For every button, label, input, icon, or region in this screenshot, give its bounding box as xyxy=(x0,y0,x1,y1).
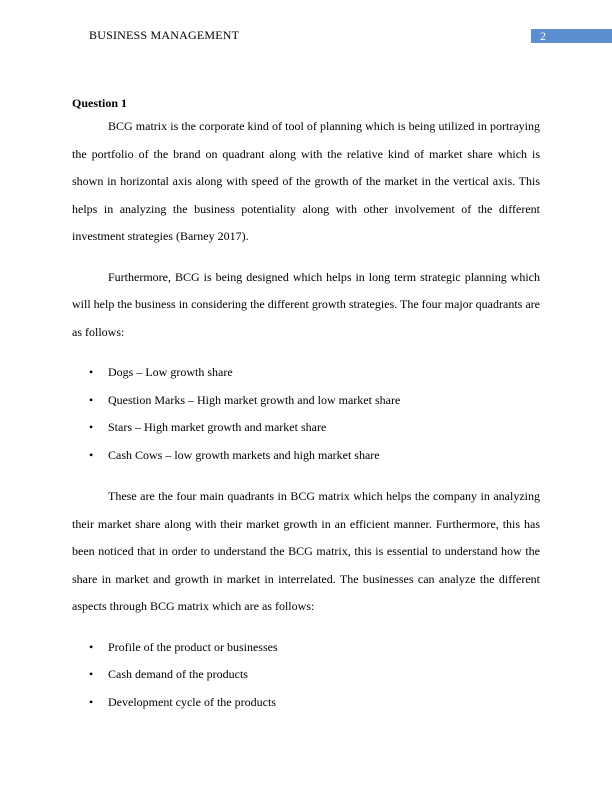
paragraph-bcg-definition: BCG matrix is the corporate kind of tool of planning which is being utilized in portraying the portfolio of the brand on quadrant along with the relative kind of market share which is shown in horizontal axis along with speed of the growth of the market in the vertical axis. This helps in analyzing the business potentiality along with other involvement of the different investment strategies (Barney 2017). xyxy=(72,119,540,243)
list-item-text: Stars – High market growth and market share xyxy=(108,420,327,434)
document-body xyxy=(72,94,540,730)
quadrant-list xyxy=(72,359,540,469)
list-item xyxy=(72,689,540,717)
page-number: 2 xyxy=(540,29,546,43)
list-item-text: Development cycle of the products xyxy=(108,694,276,709)
list-item xyxy=(72,359,540,387)
list-item xyxy=(72,414,540,442)
list-item xyxy=(72,661,540,689)
paragraph-quadrants-summary: These are the four main quadrants in BCG matrix which helps the company in analyzing their market share along with their market growth in an efficient manner. Furthermore, this has been noticed that in order to understand the BCG matrix, this is essential to understand how the share in market and growth in market in interrelated. The businesses can analyze the different aspects through BCG matrix which are as follows: xyxy=(72,489,540,613)
list-item-text: Question Marks – High market growth and low market share xyxy=(108,392,401,407)
bullet-icon: • xyxy=(89,420,94,434)
paragraph-quadrants-intro: Furthermore, BCG is being designed which helps in long term strategic planning which will help the business in considering the different growth strategies. The four major quadrants are as follows: xyxy=(72,269,540,339)
list-item xyxy=(72,634,540,662)
bullet-icon: • xyxy=(89,667,94,681)
list-item-text: Profile of the product or businesses xyxy=(108,639,278,654)
bullet-icon: • xyxy=(89,365,94,379)
page-number-box xyxy=(531,29,612,43)
bullet-icon: • xyxy=(89,392,94,407)
bullet-icon: • xyxy=(89,447,94,462)
running-head: BUSINESS MANAGEMENT xyxy=(89,28,240,42)
section-heading: Question 1 xyxy=(72,96,128,110)
list-item-text: Dogs – Low growth share xyxy=(108,365,233,379)
list-item-text: Cash demand of the products xyxy=(108,667,248,681)
aspects-list xyxy=(72,634,540,717)
list-item-text: Cash Cows – low growth markets and high market share xyxy=(108,447,380,462)
list-item xyxy=(72,387,540,415)
bullet-icon: • xyxy=(89,639,94,654)
bullet-icon: • xyxy=(89,694,94,709)
list-item xyxy=(72,442,540,470)
